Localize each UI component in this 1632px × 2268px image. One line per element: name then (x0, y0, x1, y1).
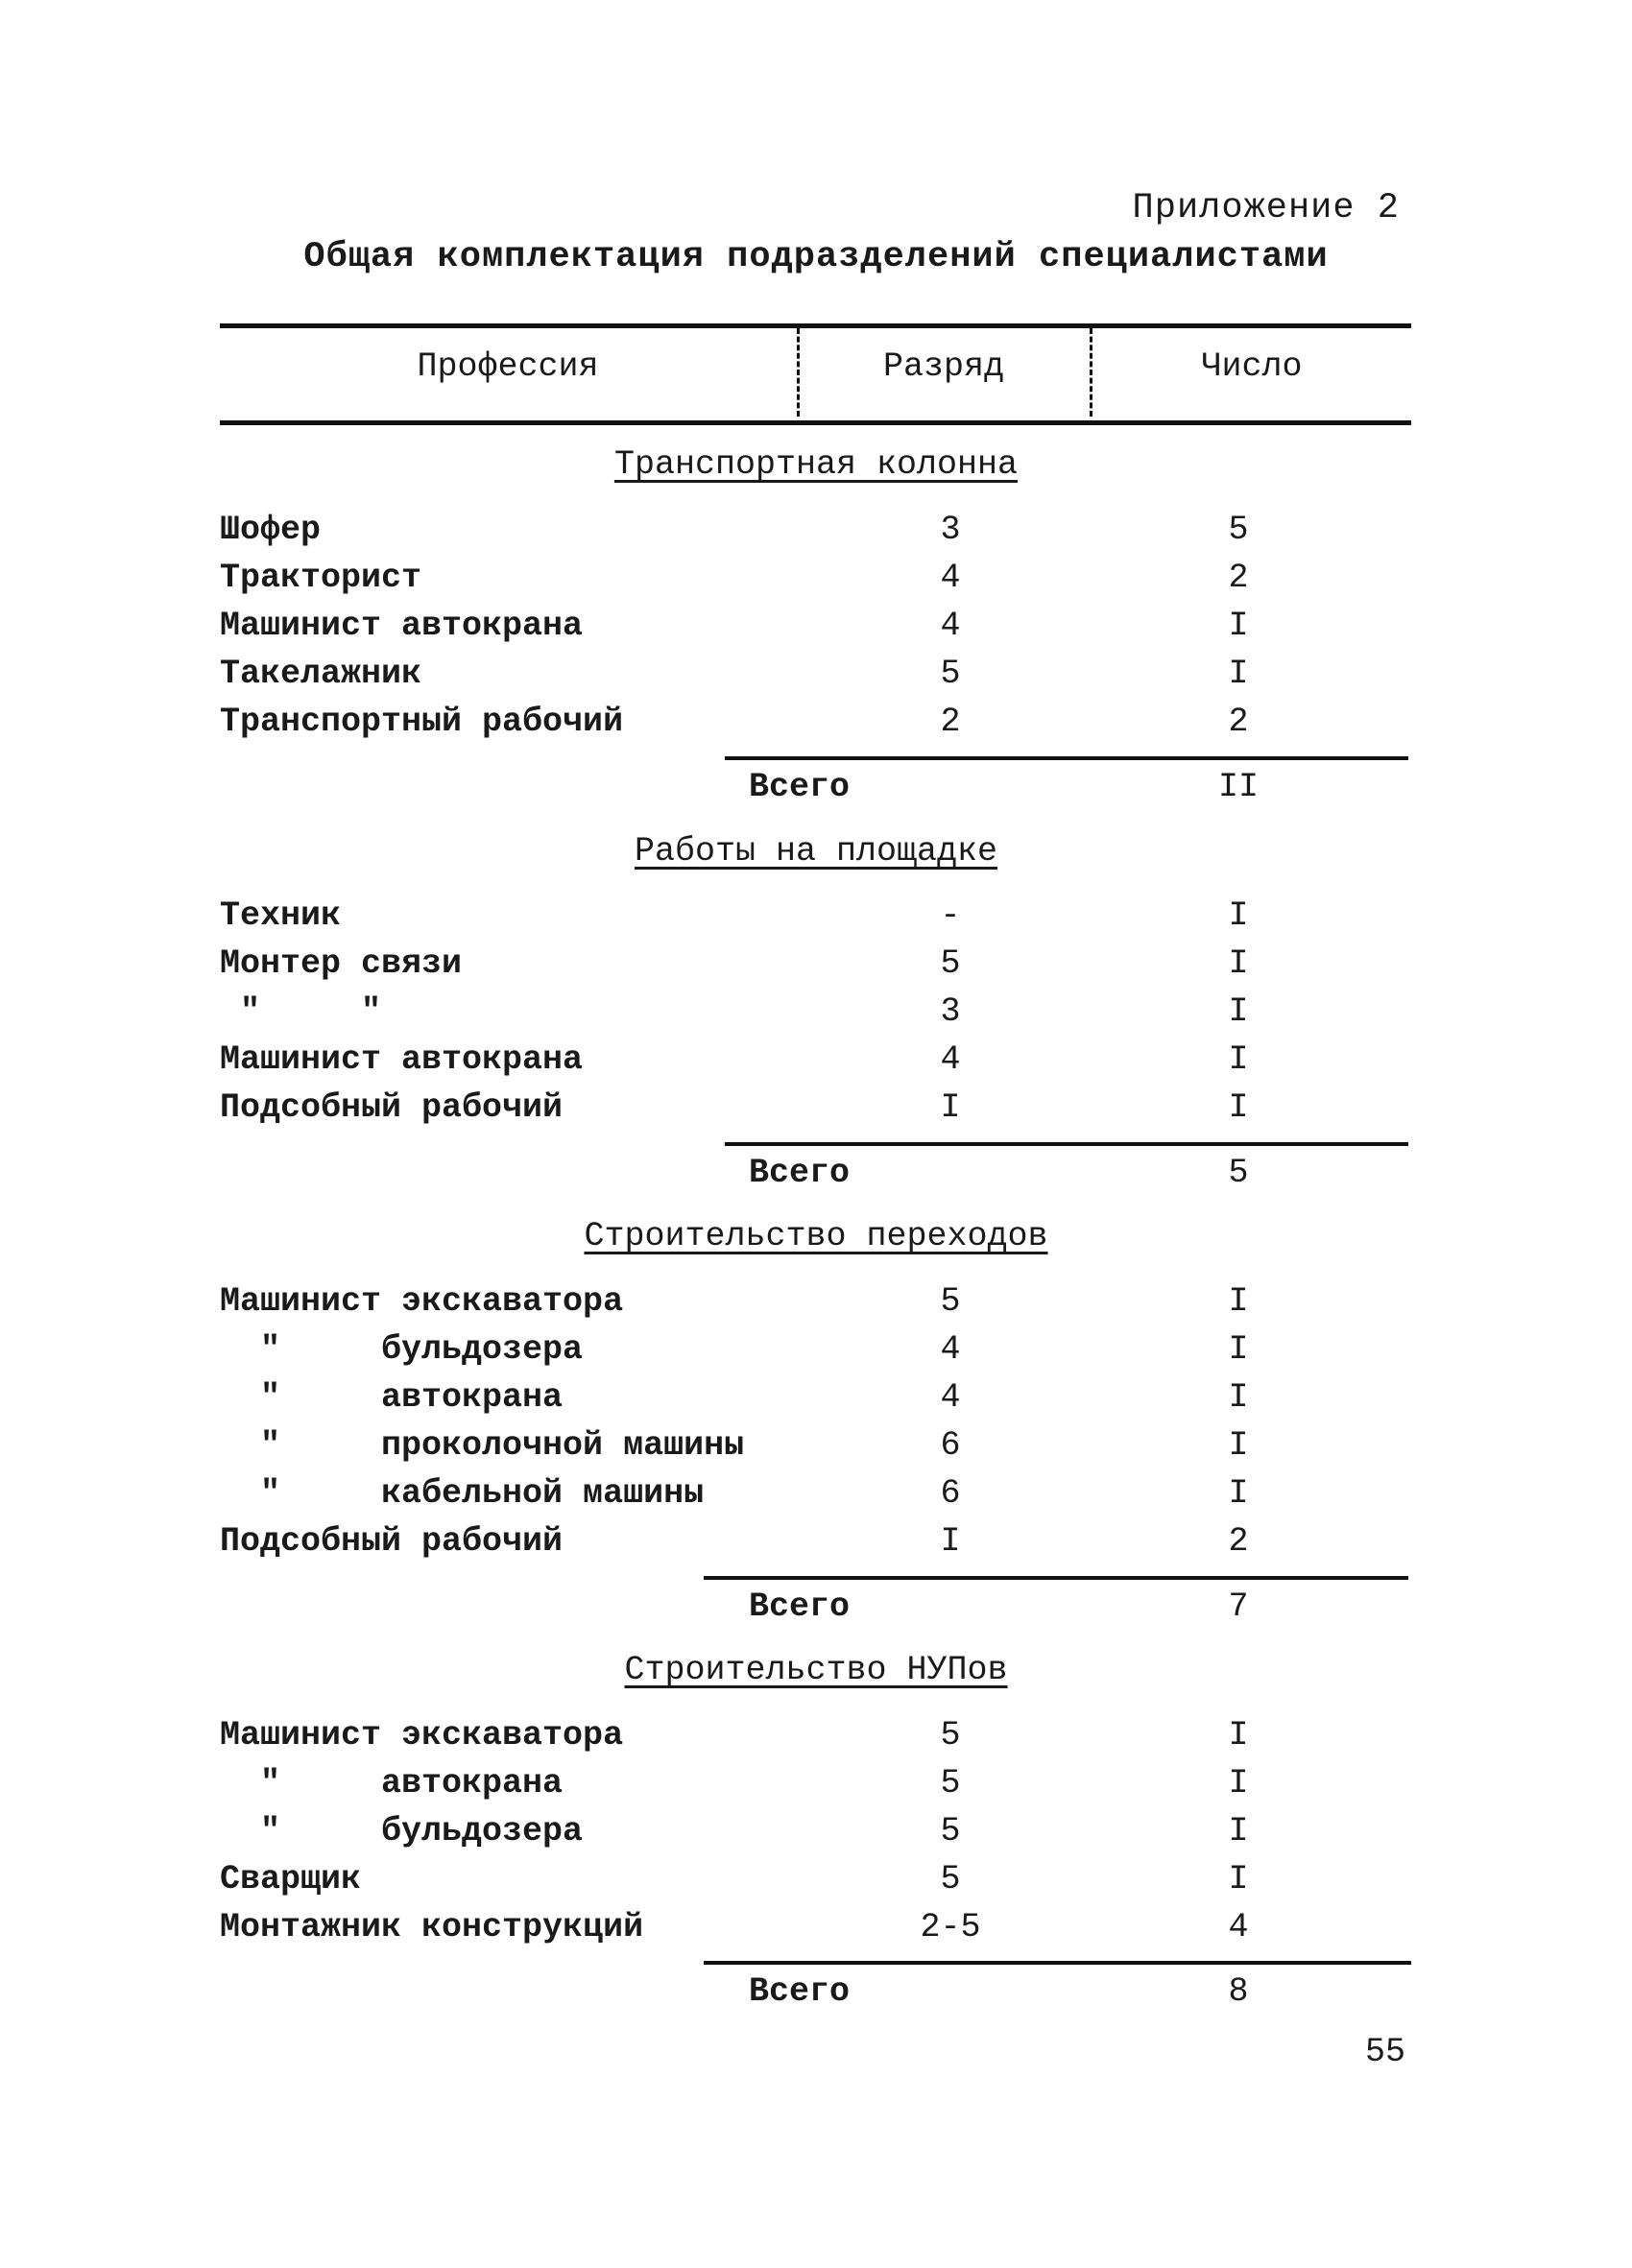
section-title: Строительство НУПов (624, 1651, 1008, 1689)
grade-cell: I (940, 1522, 961, 1561)
table-row (0, 1716, 1632, 1764)
count-cell: I (1228, 1716, 1249, 1755)
profession-cell: " " (220, 992, 382, 1031)
count-cell: 5 (1228, 511, 1249, 549)
grade-cell: 5 (940, 1764, 961, 1802)
total-label: Всего (749, 1154, 851, 1192)
grade-cell: - (940, 896, 961, 935)
profession-cell: Монтажник конструкций (220, 1908, 644, 1946)
section-title: Работы на площадке (634, 832, 998, 871)
count-cell: I (1228, 1426, 1249, 1465)
profession-cell: Техник (220, 896, 342, 935)
count-cell: I (1228, 1860, 1249, 1898)
count-cell: I (1228, 1812, 1249, 1850)
profession-cell: " бульдозера (220, 1812, 584, 1850)
profession-cell: Транспортный рабочий (220, 703, 624, 741)
count-cell: I (1228, 1764, 1249, 1802)
grade-cell: 5 (940, 1716, 961, 1755)
table-row (0, 655, 1632, 703)
table-row (0, 944, 1632, 992)
grade-cell: 3 (940, 511, 961, 549)
table-row (0, 1474, 1632, 1522)
profession-cell: Монтер связи (220, 944, 463, 983)
table-row (0, 1860, 1632, 1908)
table-row (0, 992, 1632, 1040)
grade-cell: 4 (940, 1330, 961, 1369)
table-row (0, 607, 1632, 655)
profession-cell: " бульдозера (220, 1330, 584, 1369)
grade-cell: 4 (940, 559, 961, 597)
header-top-rule (220, 323, 1411, 328)
total-label: Всего (749, 768, 851, 806)
count-cell: I (1228, 607, 1249, 645)
total-count: 7 (1228, 1588, 1249, 1626)
table-row (0, 1282, 1632, 1330)
document-title: Общая комплектация подразделений специалистами (303, 237, 1329, 277)
table-row (0, 896, 1632, 944)
count-cell: 2 (1228, 1522, 1249, 1561)
total-label: Всего (749, 1972, 851, 2011)
count-cell: I (1228, 1088, 1249, 1127)
table-row (0, 511, 1632, 559)
total-label: Всего (749, 1588, 851, 1626)
profession-cell: Шофер (220, 511, 322, 549)
count-cell: 4 (1228, 1908, 1249, 1946)
grade-cell: I (940, 1088, 961, 1127)
count-cell: I (1228, 896, 1249, 935)
page-number: 55 (1364, 2033, 1405, 2071)
grade-cell: 5 (940, 1812, 961, 1850)
profession-cell: " автокрана (220, 1378, 564, 1417)
grade-cell: 4 (940, 1040, 961, 1079)
grade-cell: 5 (940, 1860, 961, 1898)
header-bottom-rule (220, 420, 1411, 425)
section-title: Строительство переходов (584, 1217, 1048, 1255)
grade-cell: 2-5 (920, 1908, 981, 1946)
profession-cell: Подсобный рабочий (220, 1088, 564, 1127)
total-count: 5 (1228, 1154, 1249, 1192)
count-cell: I (1228, 1040, 1249, 1079)
table-row (0, 1812, 1632, 1860)
grade-cell: 4 (940, 1378, 961, 1417)
grade-cell: 5 (940, 944, 961, 983)
grade-cell: 3 (940, 992, 961, 1031)
count-cell: I (1228, 655, 1249, 693)
grade-cell: 5 (940, 1282, 961, 1321)
profession-cell: " проколочной машины (220, 1426, 745, 1465)
count-cell: I (1228, 992, 1249, 1031)
profession-cell: " кабельной машины (220, 1474, 705, 1513)
profession-cell: Подсобный рабочий (220, 1522, 564, 1561)
table-row (0, 1378, 1632, 1426)
profession-cell: Сварщик (220, 1860, 362, 1898)
profession-cell: Машинист автокрана (220, 607, 584, 645)
appendix-label: Приложение 2 (1132, 188, 1400, 228)
table-row (0, 1908, 1632, 1956)
table-row (0, 1088, 1632, 1136)
section-title: Транспортная колонна (613, 445, 1019, 484)
table-row (0, 1522, 1632, 1570)
table-row (0, 1764, 1632, 1812)
column-header-profession: Профессия (417, 347, 599, 386)
table-row (0, 1330, 1632, 1378)
count-cell: I (1228, 944, 1249, 983)
grade-cell: 6 (940, 1426, 961, 1465)
count-cell: 2 (1228, 703, 1249, 741)
table-row (0, 559, 1632, 607)
table-row (0, 1426, 1632, 1474)
grade-cell: 5 (940, 655, 961, 693)
total-rule (725, 756, 1408, 760)
profession-cell: " автокрана (220, 1764, 564, 1802)
grade-cell: 4 (940, 607, 961, 645)
profession-cell: Машинист экскаватора (220, 1282, 624, 1321)
total-rule (725, 1142, 1408, 1146)
column-header-count: Число (1201, 347, 1303, 386)
count-cell: I (1228, 1330, 1249, 1369)
total-rule (704, 1961, 1411, 1965)
profession-cell: Машинист экскаватора (220, 1716, 624, 1755)
table-row (0, 703, 1632, 751)
count-cell: 2 (1228, 559, 1249, 597)
count-cell: I (1228, 1378, 1249, 1417)
profession-cell: Тракторист (220, 559, 422, 597)
total-rule (704, 1576, 1408, 1580)
count-cell: I (1228, 1282, 1249, 1321)
total-count: II (1217, 768, 1259, 806)
grade-cell: 2 (940, 703, 961, 741)
table-row (0, 1040, 1632, 1088)
column-header-grade: Разряд (882, 347, 1005, 386)
count-cell: I (1228, 1474, 1249, 1513)
profession-cell: Такелажник (220, 655, 422, 693)
grade-cell: 6 (940, 1474, 961, 1513)
total-count: 8 (1228, 1972, 1249, 2011)
profession-cell: Машинист автокрана (220, 1040, 584, 1079)
